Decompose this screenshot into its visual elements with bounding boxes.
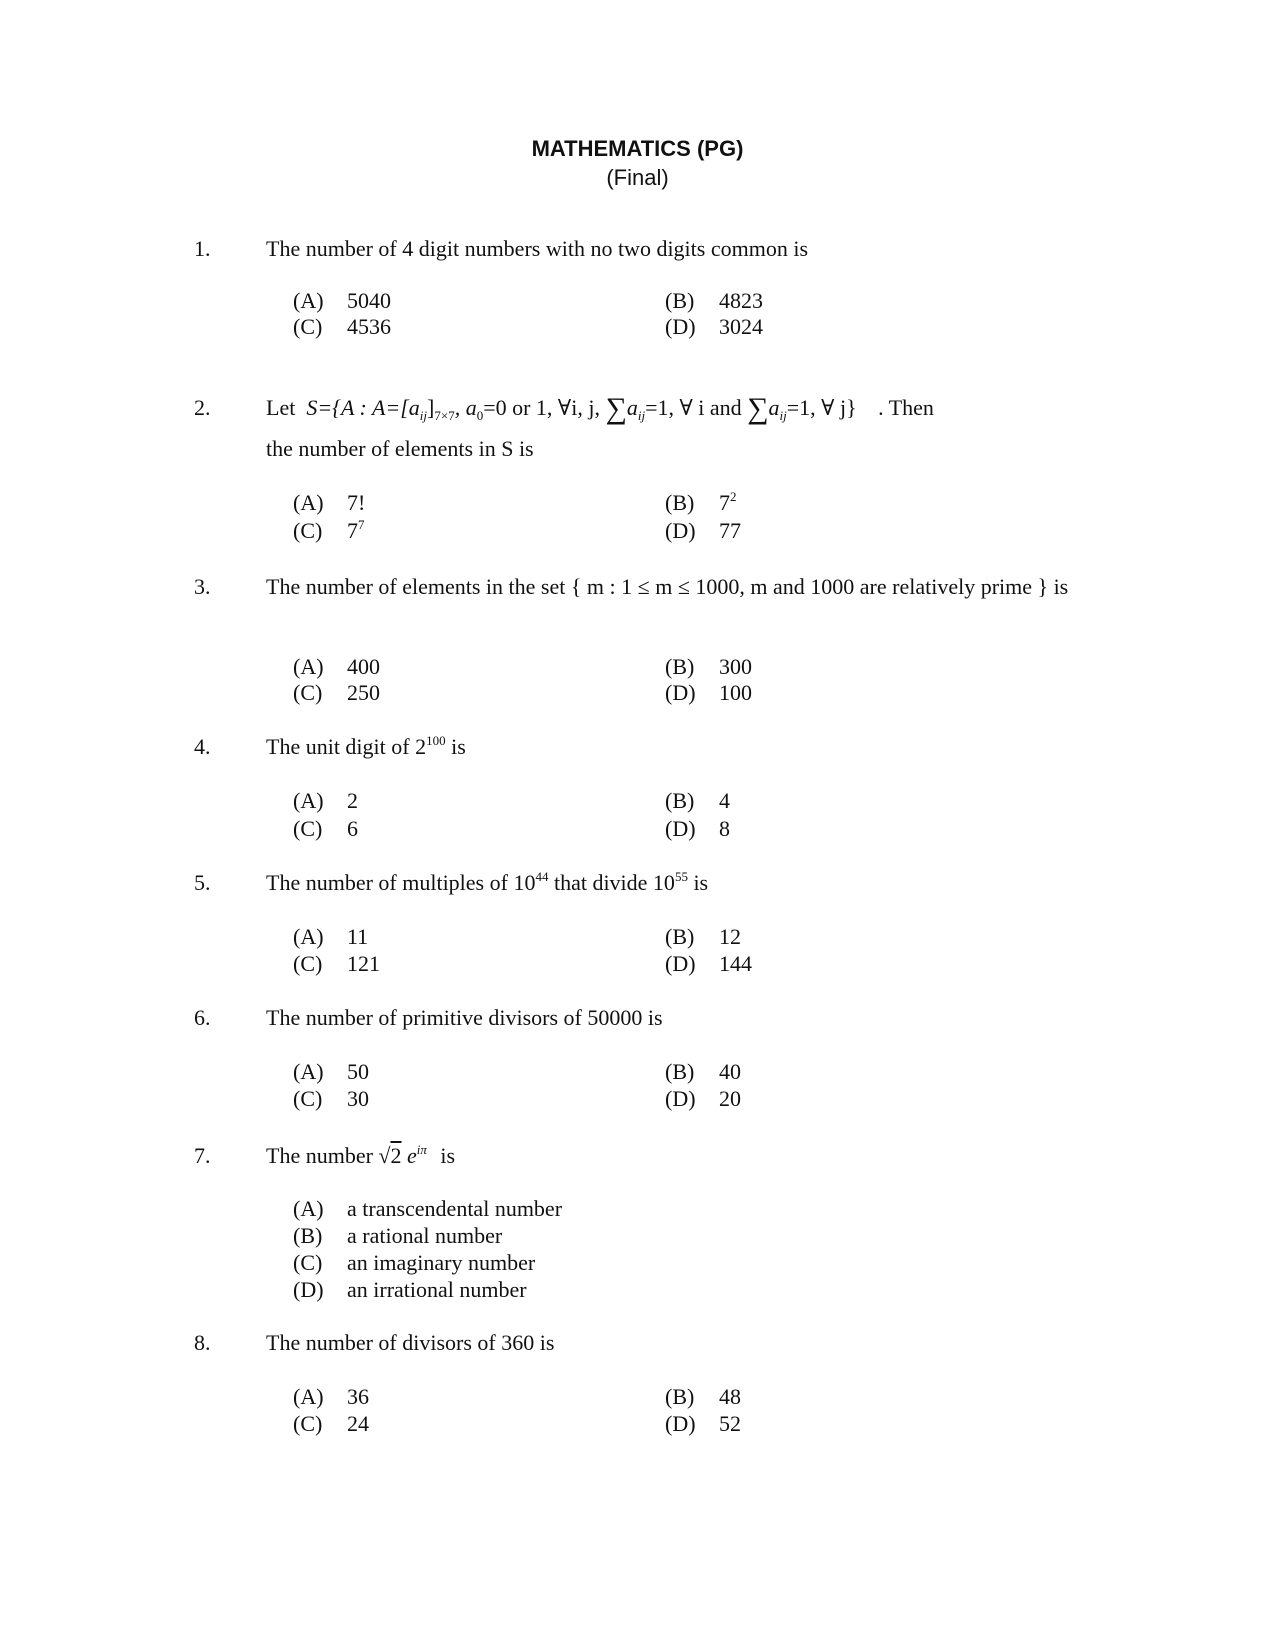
option-label: (D) (665, 1411, 696, 1436)
option-value: 20 (719, 1086, 741, 1111)
option-a (293, 1196, 562, 1222)
option-label: (A) (293, 490, 324, 515)
option-c (293, 951, 380, 977)
option-b: (B) $7^2$ (665, 489, 737, 515)
option-value: 4 (719, 788, 730, 813)
option-label: (C) (293, 680, 323, 705)
option-value: 250 (347, 680, 380, 705)
option-b (293, 1223, 502, 1249)
question-text: The unit digit of $2^{100}$ is (266, 733, 466, 759)
option-label: (B) (293, 1223, 323, 1248)
option-a (293, 1384, 369, 1410)
option-value: 300 (719, 654, 752, 679)
option-label: (D) (665, 518, 696, 543)
option-c (293, 816, 358, 842)
option-label: (B) (665, 654, 695, 679)
option-value: 48 (719, 1384, 741, 1409)
option-b (665, 1059, 741, 1085)
option-value: 7 (347, 518, 358, 543)
option-c: (C) $7^7$ (293, 517, 365, 543)
option-a (293, 654, 380, 680)
option-label: (C) (293, 1086, 323, 1111)
option-value: 36 (347, 1384, 369, 1409)
question-number: 2. (194, 395, 211, 420)
option-value: a transcendental number (347, 1196, 563, 1221)
option-a (293, 1059, 369, 1085)
option-c (293, 680, 380, 706)
option-label: (C) (293, 1250, 323, 1275)
option-value: 8 (719, 816, 730, 841)
option-label: (D) (665, 816, 696, 841)
option-label: (B) (665, 1384, 695, 1409)
option-label: (D) (665, 680, 696, 705)
option-label: (C) (293, 518, 323, 543)
option-value: an imaginary number (347, 1250, 536, 1275)
option-label: (A) (293, 788, 324, 813)
question-number: 8. (194, 1330, 211, 1355)
option-label: (A) (293, 1384, 324, 1409)
option-label: (B) (665, 1059, 695, 1084)
option-value: 24 (347, 1411, 369, 1436)
option-b (665, 924, 741, 950)
option-a (293, 288, 391, 314)
option-label: (B) (665, 788, 695, 813)
option-b (665, 288, 763, 314)
option-d (665, 518, 741, 544)
option-label: (A) (293, 924, 324, 949)
option-value: a rational number (347, 1223, 503, 1248)
option-label: (B) (665, 924, 695, 949)
question-number: 7. (194, 1143, 211, 1168)
option-label: (C) (293, 816, 323, 841)
question-text: The number of elements in the set { m : 1 ≤ m ≤ 1000, m and 1000 are relatively prime } is (266, 574, 1069, 599)
option-a (293, 788, 358, 814)
option-value: 52 (719, 1411, 741, 1436)
option-value: 30 (347, 1086, 369, 1111)
option-value: 100 (719, 680, 752, 705)
option-d (665, 1411, 741, 1437)
page-subtitle: (Final) (606, 165, 669, 190)
option-d (665, 314, 763, 340)
option-a (293, 924, 368, 950)
question-text: Let S={A : $A=[a_{ij}]_{7\times 7}$, $a_0=0$ or 1, ∀i, j, $\sum a_{ij}=1$, ∀ i and $\sum a_{ij}=1$, ∀ j} . Then (266, 392, 934, 425)
option-value: 5040 (347, 288, 391, 313)
option-b (665, 788, 730, 814)
option-label: (B) (665, 288, 695, 313)
option-d (293, 1277, 527, 1303)
option-d (665, 1086, 741, 1112)
option-d (665, 680, 752, 706)
option-label: (C) (293, 314, 323, 339)
question-number: 6. (194, 1005, 211, 1030)
option-a (293, 490, 365, 516)
option-value: 11 (347, 924, 369, 949)
question-text: The number of 4 digit numbers with no two digits common is (266, 236, 809, 261)
option-label: (A) (293, 288, 324, 313)
question-text: The number of multiples of $10^{44}$ that divide $10^{55}$ is (266, 869, 709, 895)
question-text: The number of primitive divisors of 50000 is (266, 1005, 663, 1030)
question-text: the number of elements in S is (266, 436, 534, 461)
option-label: (C) (293, 951, 323, 976)
option-value: 2 (347, 788, 358, 813)
option-label: (A) (293, 1196, 324, 1221)
option-label: (D) (665, 951, 696, 976)
page-title: MATHEMATICS (PG) (531, 136, 744, 161)
question-number: 1. (194, 236, 211, 261)
option-label: (B) (665, 490, 695, 515)
option-value: 7 (719, 490, 730, 515)
option-value: 6 (347, 816, 358, 841)
option-value: 3024 (719, 314, 763, 339)
question-text: The number of divisors of 360 is (266, 1330, 555, 1355)
option-value: 4823 (719, 288, 763, 313)
question-number: 3. (194, 574, 211, 599)
option-label: (D) (665, 1086, 696, 1111)
question-number: 4. (194, 734, 211, 759)
option-value: 50 (347, 1059, 369, 1084)
option-c (293, 314, 391, 340)
option-b (665, 654, 752, 680)
option-value: 12 (719, 924, 741, 949)
option-value: 400 (347, 654, 380, 679)
question-text: The number √2 $e^{i\pi}$ is (266, 1142, 456, 1168)
option-value: 7! (347, 490, 366, 515)
question-number: 5. (194, 870, 211, 895)
option-d (665, 951, 752, 977)
option-c (293, 1086, 369, 1112)
option-value: an irrational number (347, 1277, 527, 1302)
option-label: (C) (293, 1411, 323, 1436)
option-c (293, 1250, 535, 1276)
option-label: (D) (293, 1277, 324, 1302)
option-c (293, 1411, 369, 1437)
option-value: 144 (719, 951, 752, 976)
option-label: (A) (293, 1059, 324, 1084)
option-value: 121 (347, 951, 380, 976)
option-value: 40 (719, 1059, 741, 1084)
option-value: 4536 (347, 314, 391, 339)
option-label: (D) (665, 314, 696, 339)
option-d (665, 816, 730, 842)
option-value: 77 (719, 518, 741, 543)
option-label: (A) (293, 654, 324, 679)
sqrt-symbol: √ (378, 1143, 391, 1168)
option-b (665, 1384, 741, 1410)
